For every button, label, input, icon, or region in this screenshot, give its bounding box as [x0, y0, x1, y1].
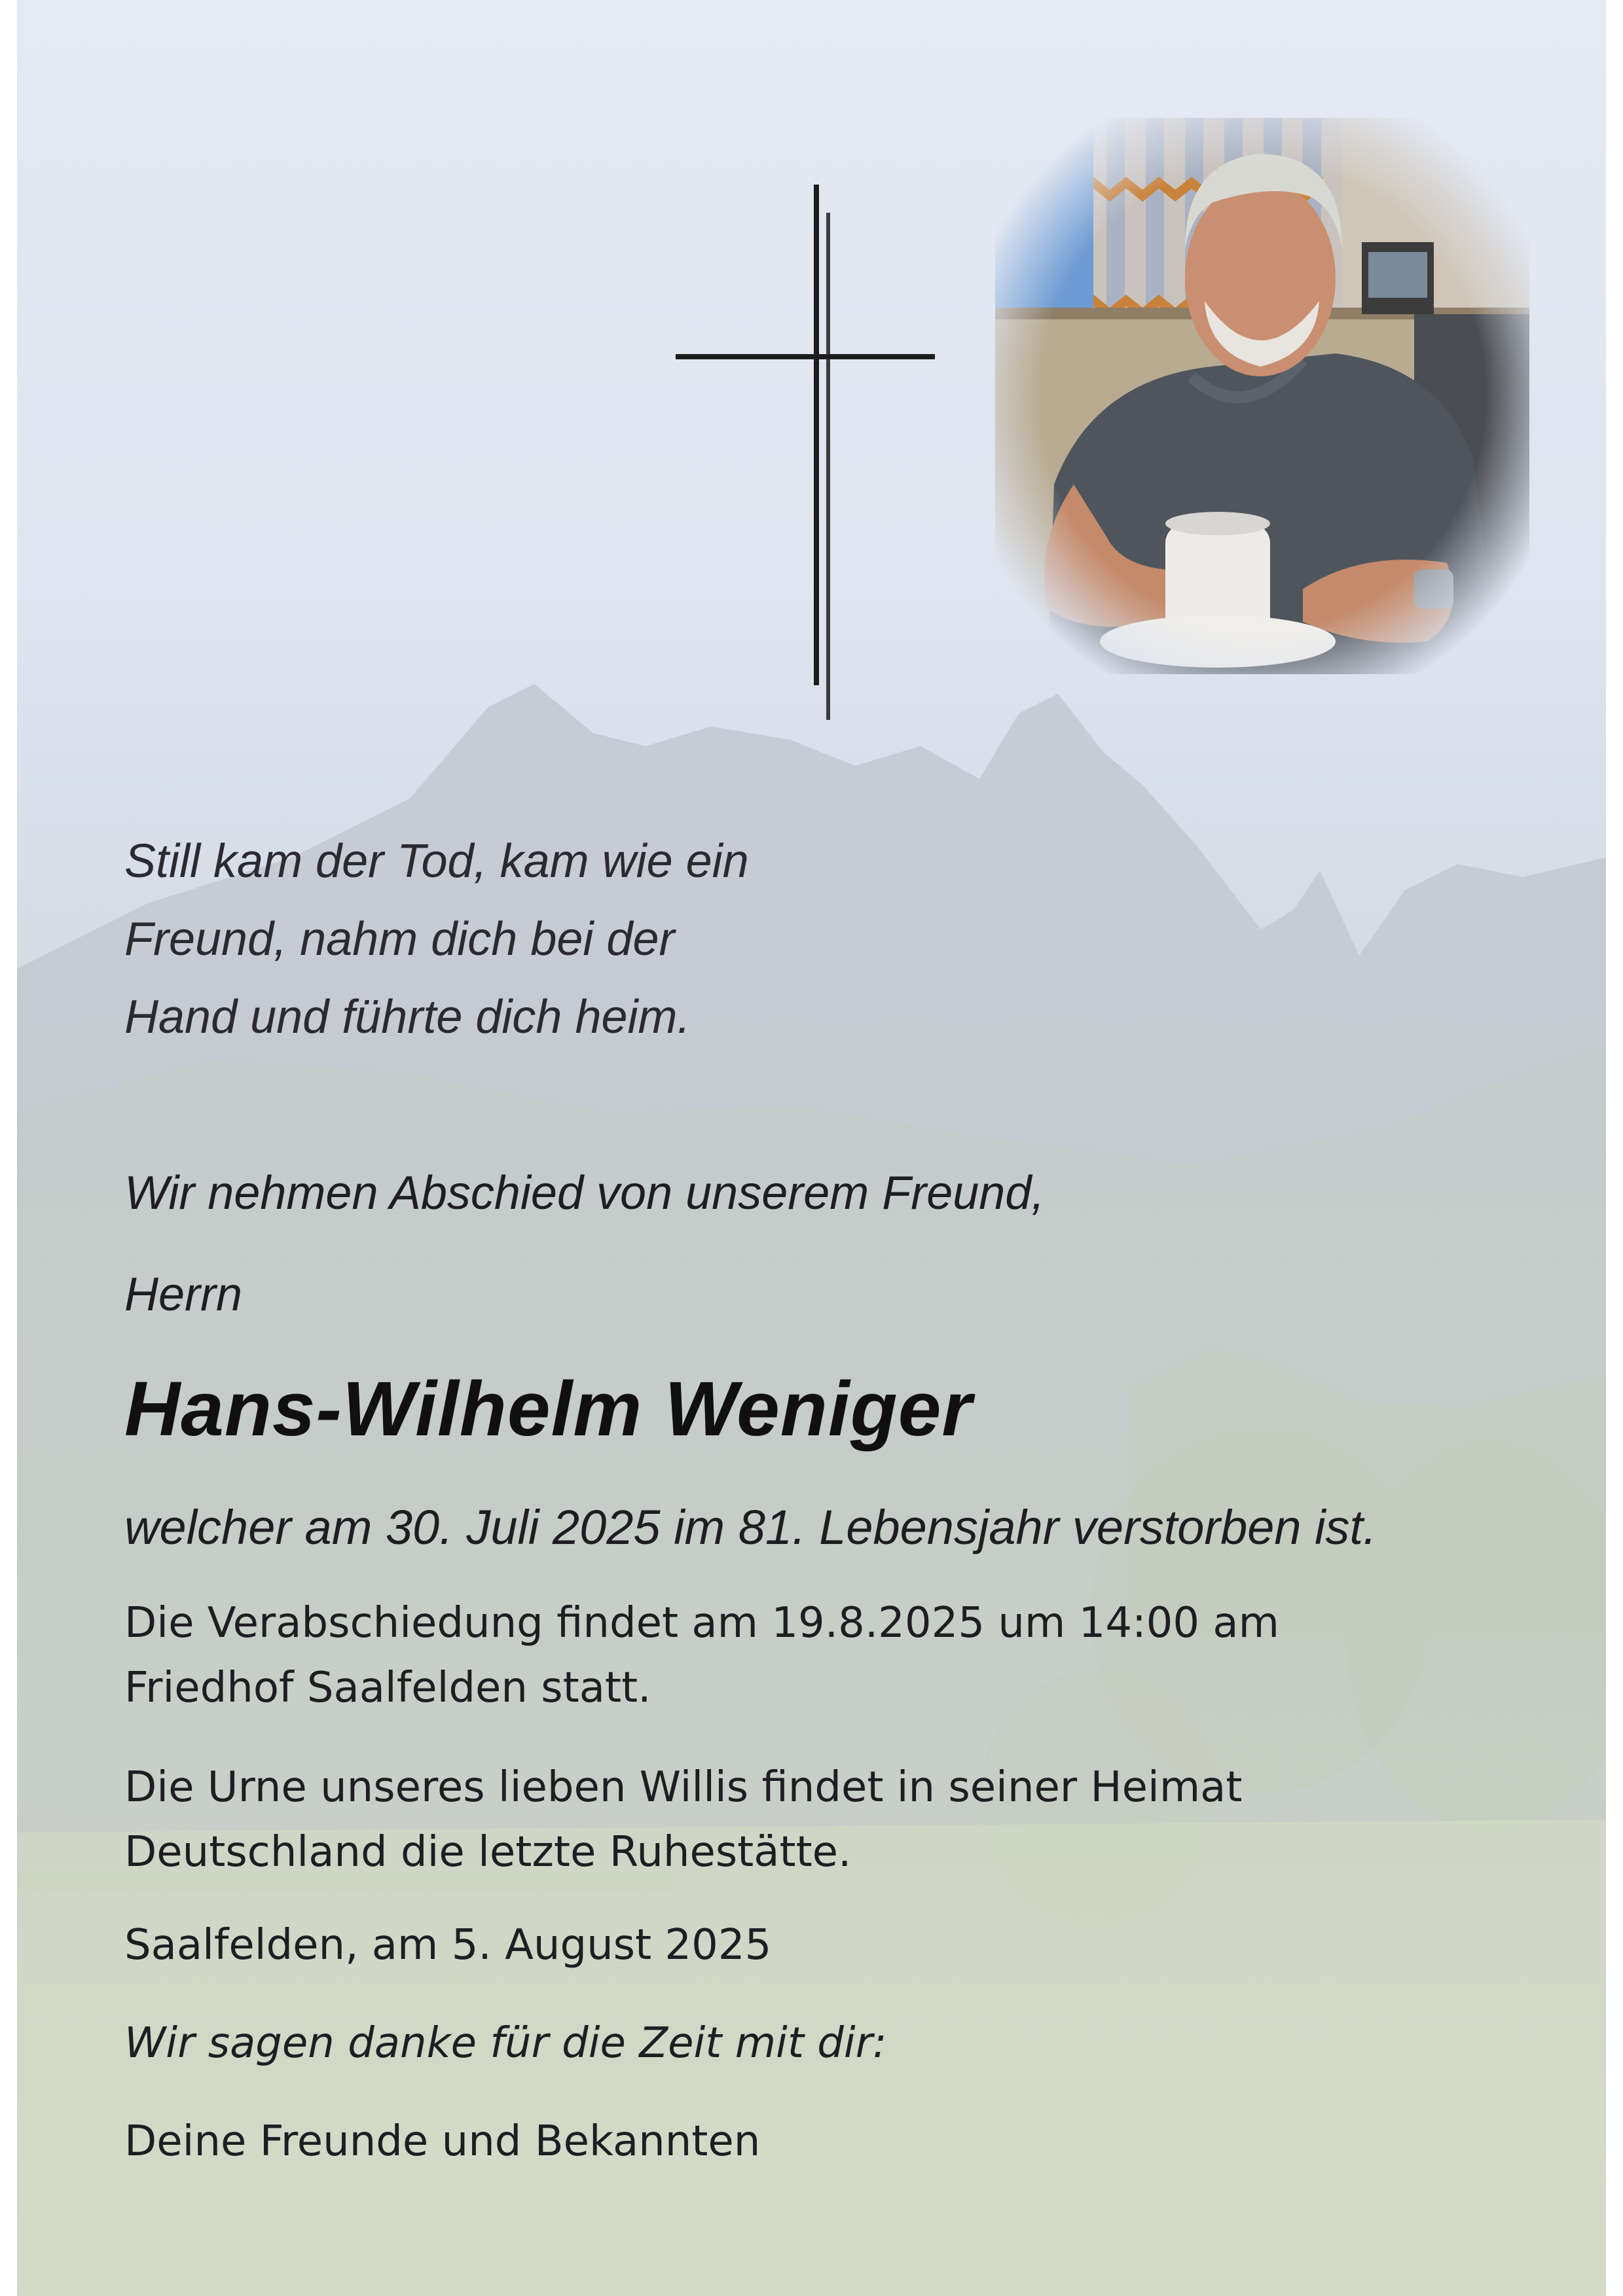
ceremony-line: Friedhof Saalfelden statt. [124, 1664, 651, 1712]
poem-line: Freund, nahm dich bei der [124, 913, 675, 965]
deceased-name: Hans-Wilhelm Weniger [124, 1366, 973, 1452]
urn-line: Deutschland die letzte Ruhestätte. [124, 1828, 852, 1876]
poem-line: Hand und führte dich heim. [124, 991, 691, 1043]
farewell-line: Wir nehmen Abschied von unserem Freund, [124, 1167, 1045, 1219]
cross-horizontal-bar [676, 354, 935, 359]
obituary-page [17, 0, 1606, 2296]
ceremony-info [124, 1591, 1279, 1721]
portrait-photo [995, 118, 1529, 674]
cross-vertical-bar [814, 185, 819, 685]
urn-line: Die Urne unseres lieben Willis findet in seiner Heimat [124, 1763, 1243, 1812]
poem-line: Still kam der Tod, kam wie ein [124, 835, 749, 888]
urn-info [124, 1755, 1242, 1885]
salutation: Herrn [124, 1268, 243, 1321]
thanks-line: Wir sagen danke für die Zeit mit dir: [124, 2019, 887, 2068]
signature: Deine Freunde und Bekannten [124, 2117, 761, 2166]
death-announcement: welcher am 30. Juli 2025 im 81. Lebensjahr verstorben ist. [124, 1500, 1377, 1554]
cross-shadow-bar [826, 213, 830, 720]
place-and-date: Saalfelden, am 5. August 2025 [124, 1921, 772, 1969]
memorial-poem [124, 823, 749, 1056]
ceremony-line: Die Verabschiedung findet am 19.8.2025 um 14:00 am [124, 1599, 1279, 1647]
